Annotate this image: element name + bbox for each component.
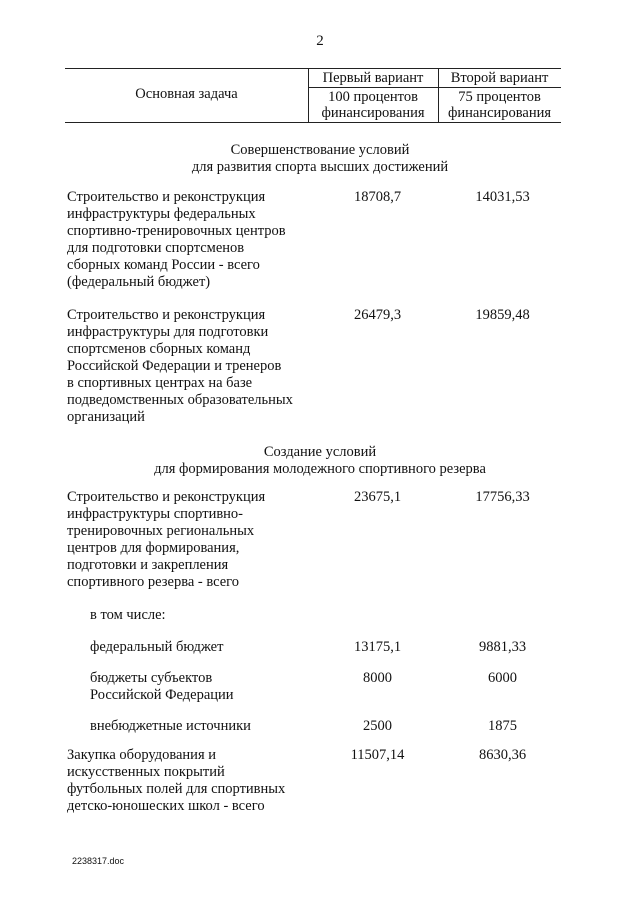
row4-label: Закупка оборудования и искусственных покрытий футбольных полей для спортивных детско-юношеских школ - всего [67,747,286,814]
row3-value2: 17756,33 [475,489,530,505]
sub3-value2: 1875 [488,718,517,734]
row4-value2: 8630,36 [478,747,527,763]
header-variant2-sub2: финансирования [447,105,552,121]
document-filename: 2238317.doc [72,856,125,866]
sub2-label: бюджеты субъектов Российской Федерации [90,670,234,703]
row1-value1: 18708,7 [353,189,402,205]
row1-label: Строительство и реконструкция инфраструктуры федеральных спортивно-тренировочных центров для подготовки спортсменов сборных команд России - всего (федеральный бюджет) [67,189,286,290]
sub1-value1: 13175,1 [353,639,402,655]
row1-value2: 14031,53 [475,189,530,205]
header-mid-rule [308,87,561,88]
row2-value1: 26479,3 [353,307,402,323]
sub3-value1: 2500 [363,718,392,734]
sub2-value1: 8000 [363,670,392,686]
row2-value2: 19859,48 [475,307,530,323]
sub1-value2: 9881,33 [478,639,527,655]
row3-label: Строительство и реконструкция инфраструктуры спортивно- тренировочных региональных центров для формирования, подготовки и закрепления спортивного резерва - всего [67,489,266,590]
header-task-label: Основная задача [135,86,238,102]
header-bottom-rule [65,122,561,123]
section2-title-line2: для формирования молодежного спортивного резерва [154,461,486,477]
header-variant2-title: Второй вариант [450,70,549,86]
row4-value1: 11507,14 [350,747,405,763]
page-number: 2 [316,33,324,49]
header-variant1-sub1: 100 процентов [328,89,418,105]
header-top-rule [65,68,561,69]
section2-title-line1: Создание условий [263,444,377,460]
including-label: в том числе: [90,607,166,623]
sub2-value2: 6000 [488,670,517,686]
sub3-label: внебюджетные источники [90,718,251,734]
header-variant1-sub2: финансирования [321,105,425,121]
header-variant2-sub1: 75 процентов [458,89,541,105]
header-variant1-title: Первый вариант [322,70,424,86]
section1-title-line2: для развития спорта высших достижений [191,159,449,175]
row2-label: Строительство и реконструкция инфраструктуры для подготовки спортсменов сборных команд Российской Федерации и тренеров в спортивных центрах на базе подведомственных образовательных организаций [67,307,293,425]
row3-value1: 23675,1 [353,489,402,505]
sub1-label: федеральный бюджет [90,639,224,655]
section1-title-line1: Совершенствование условий [230,142,410,158]
